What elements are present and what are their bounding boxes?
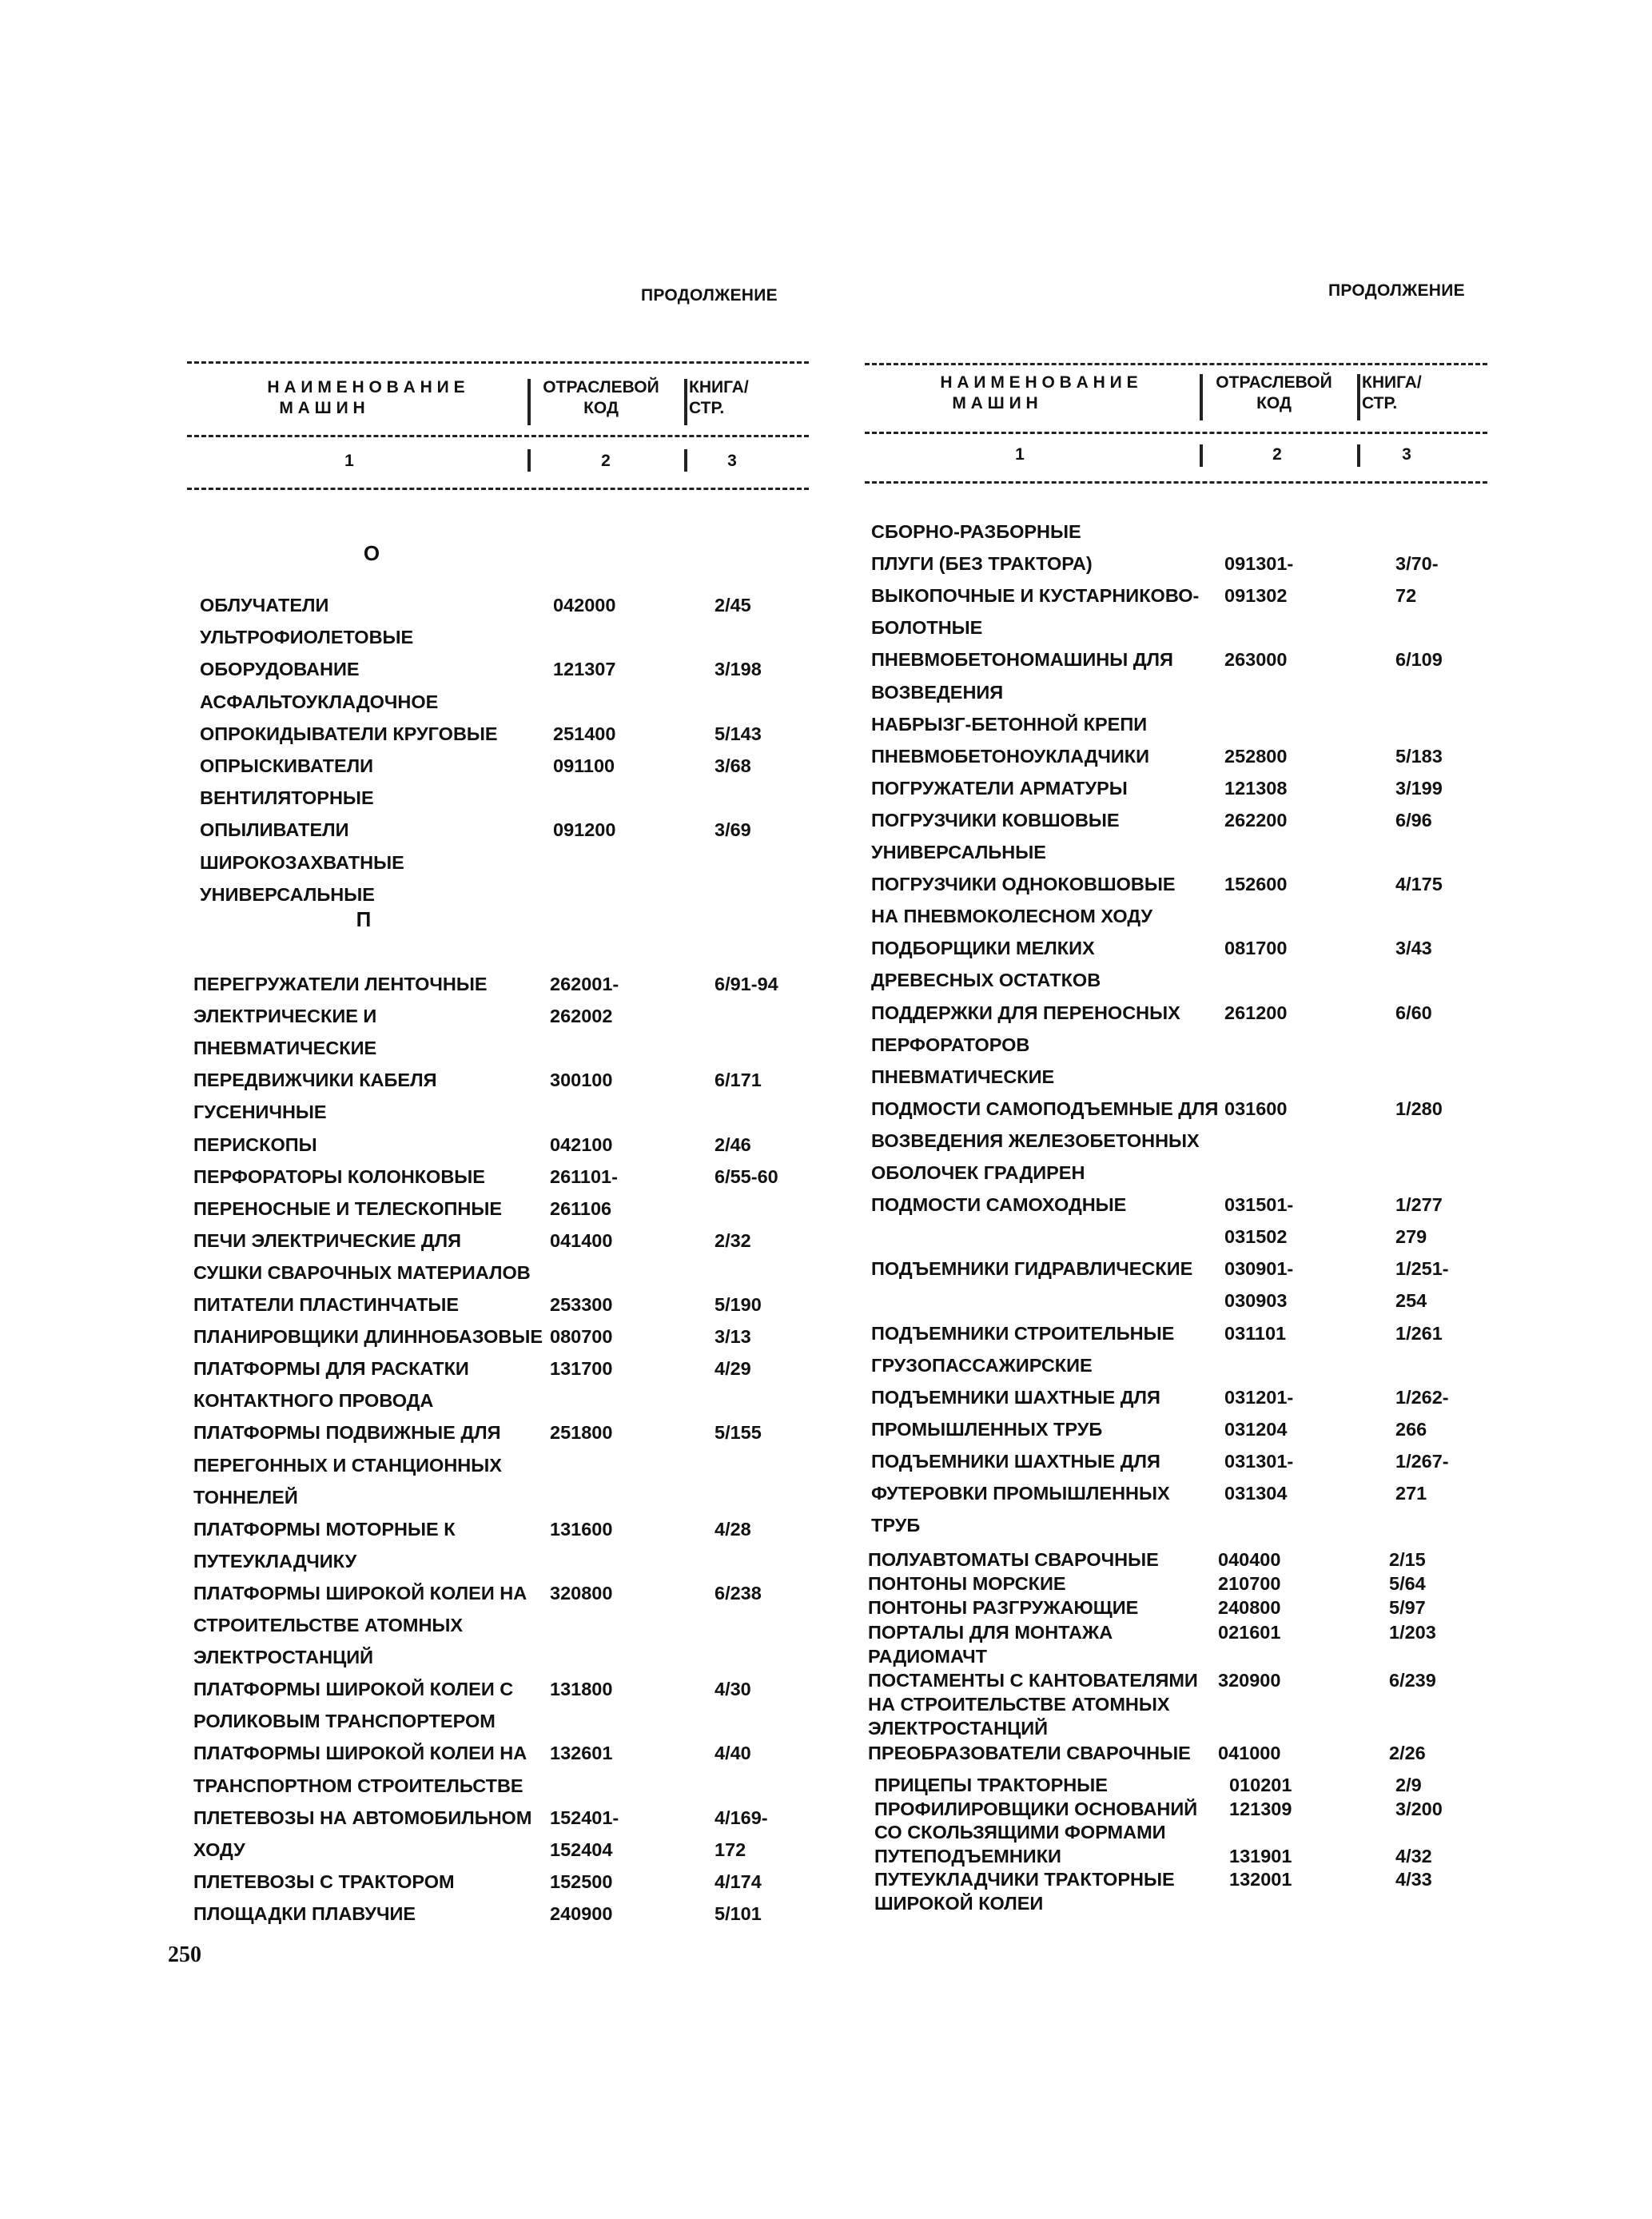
book-page: 5/97: [1389, 1597, 1426, 1619]
book-page: 3/69: [715, 819, 751, 841]
industry-code: 031304: [1224, 1483, 1288, 1504]
book-page: 1/262-: [1395, 1386, 1449, 1408]
machine-name: ОБЛУЧАТЕЛИ: [200, 595, 329, 616]
industry-code: 300100: [550, 1070, 613, 1091]
book-page: 4/32: [1395, 1845, 1432, 1866]
machine-name: ШИРОКОЗАХВАТНЫЕ: [200, 851, 404, 873]
right-header-sep-3: [1200, 444, 1203, 467]
machine-name: ХОДУ: [193, 1839, 245, 1860]
machine-name: ГРУЗОПАССАЖИРСКИЕ: [871, 1354, 1093, 1376]
left-header-code: [534, 377, 668, 418]
machine-name: ПРОФИЛИРОВЩИКИ ОСНОВАНИЙ: [874, 1798, 1198, 1819]
right-header-name: [879, 372, 1199, 413]
book-page: 3/198: [715, 659, 762, 680]
machine-name: ШИРОКОЙ КОЛЕИ: [874, 1893, 1044, 1914]
machine-name: ПЛУГИ (БЕЗ ТРАКТОРА): [871, 553, 1093, 575]
machine-name: ВОЗВЕДЕНИЯ: [871, 681, 1004, 703]
left-header-code-line1: ОТРАСЛЕВОЙ: [543, 378, 659, 396]
industry-code: 320900: [1218, 1670, 1281, 1691]
industry-code: 040400: [1218, 1549, 1281, 1570]
book-page: 3/43: [1395, 938, 1432, 959]
book-page: 4/29: [715, 1358, 751, 1380]
machine-name: ПЕРЕГОННЫХ И СТАНЦИОННЫХ: [193, 1454, 502, 1476]
machine-name: ПЛЕТЕВОЗЫ НА АВТОМОБИЛЬНОМ: [193, 1807, 532, 1828]
machine-name: ПОГРУЗЧИКИ ОДНОКОВШОВЫЕ: [871, 874, 1176, 895]
left-header-code-line2: КОД: [583, 398, 619, 417]
book-page: 2/32: [715, 1229, 751, 1251]
machine-name: ПЛАТФОРМЫ ПОДВИЖНЫЕ ДЛЯ: [193, 1422, 501, 1444]
machine-name: ПУТЕУКЛАДЧИКУ: [193, 1550, 357, 1572]
industry-code: 131800: [550, 1679, 613, 1700]
machine-name: ПЕРЕДВИЖЧИКИ КАБЕЛЯ: [193, 1070, 437, 1091]
industry-code: 081700: [1224, 938, 1288, 959]
book-page: 5/64: [1389, 1573, 1426, 1595]
left-header-sep-3: [527, 449, 531, 472]
left-header-rule-mid: [187, 435, 809, 437]
industry-code: 240800: [1218, 1597, 1281, 1619]
book-page: 172: [715, 1839, 746, 1860]
machine-name: ПЛАТФОРМЫ ДЛЯ РАСКАТКИ: [193, 1358, 469, 1380]
book-page: 2/26: [1389, 1742, 1426, 1763]
industry-code: 041000: [1218, 1742, 1281, 1763]
industry-code: 131700: [550, 1358, 613, 1380]
industry-code: 031201-: [1224, 1386, 1294, 1408]
machine-name: ПУТЕПОДЪЕМНИКИ: [874, 1845, 1061, 1866]
machine-name: ПЛАТФОРМЫ МОТОРНЫЕ К: [193, 1518, 456, 1540]
book-page: 1/251-: [1395, 1258, 1449, 1280]
book-page: 6/238: [715, 1582, 762, 1603]
machine-name: УНИВЕРСАЛЬНЫЕ: [200, 883, 375, 905]
industry-code: 030901-: [1224, 1258, 1294, 1280]
machine-name: ПНЕВМОБЕТОНОУКЛАДЧИКИ: [871, 745, 1150, 767]
machine-name: ПИТАТЕЛИ ПЛАСТИНЧАТЫЕ: [193, 1294, 460, 1315]
industry-code: 030903: [1224, 1290, 1288, 1312]
machine-name: РАДИОМАЧТ: [868, 1645, 987, 1667]
machine-name: ПРЕОБРАЗОВАТЕЛИ СВАРОЧНЫЕ: [868, 1742, 1191, 1763]
book-page: 4/174: [715, 1870, 762, 1892]
machine-name: ПЛАТФОРМЫ ШИРОКОЙ КОЛЕИ НА: [193, 1582, 527, 1603]
machine-name: ПОРТАЛЫ ДЛЯ МОНТАЖА: [868, 1621, 1113, 1643]
industry-code: 091200: [553, 819, 616, 841]
industry-code: 152600: [1224, 874, 1288, 895]
right-header-sep-4: [1357, 444, 1360, 467]
machine-name: ПОДЪЕМНИКИ ШАХТНЫЕ ДЛЯ: [871, 1386, 1160, 1408]
industry-code: 131600: [550, 1518, 613, 1540]
book-page: 6/171: [715, 1070, 762, 1091]
book-page: 1/280: [1395, 1098, 1443, 1119]
industry-code: 251800: [550, 1422, 613, 1444]
machine-name: ПЛАТФОРМЫ ШИРОКОЙ КОЛЕИ НА: [193, 1743, 527, 1764]
book-page: 3/199: [1395, 777, 1443, 799]
industry-code: 031301-: [1224, 1450, 1294, 1472]
book-page: 6/96: [1395, 809, 1432, 831]
left-header-num-1: 1: [344, 452, 354, 470]
machine-name: ПНЕВМАТИЧЕСКИЕ: [193, 1038, 377, 1059]
left-header-name: [206, 377, 526, 418]
left-header-sep-2: [684, 379, 687, 425]
right-continuation-label: ПРОДОЛЖЕНИЕ: [1328, 281, 1465, 300]
right-header-num-3: 3: [1402, 445, 1411, 464]
right-header-name-line2: М А Ш И Н: [952, 393, 1038, 412]
book-page: 4/30: [715, 1679, 751, 1700]
industry-code: 210700: [1218, 1573, 1281, 1595]
machine-name: ПЕРИСКОПЫ: [193, 1133, 317, 1155]
machine-name: ПЛАТФОРМЫ ШИРОКОЙ КОЛЕИ С: [193, 1679, 514, 1700]
industry-code: 252800: [1224, 745, 1288, 767]
machine-name: ПЛАНИРОВЩИКИ ДЛИННОБАЗОВЫЕ: [193, 1326, 543, 1348]
page-number: 250: [168, 1942, 201, 1967]
industry-code: 042100: [550, 1133, 613, 1155]
machine-name: ПОСТАМЕНТЫ С КАНТОВАТЕЛЯМИ: [868, 1670, 1198, 1691]
book-page: 1/267-: [1395, 1450, 1449, 1472]
book-page: 6/91-94: [715, 974, 778, 994]
left-header-rule-bottom: [187, 488, 809, 490]
industry-code: 132601: [550, 1743, 613, 1764]
industry-code: 152401-: [550, 1807, 619, 1828]
book-page: 4/175: [1395, 874, 1443, 895]
machine-name: ПУТЕУКЛАДЧИКИ ТРАКТОРНЫЕ: [874, 1869, 1175, 1890]
machine-name: ПОГРУЗЧИКИ КОВШОВЫЕ: [871, 809, 1120, 831]
machine-name: ОПРОКИДЫВАТЕЛИ КРУГОВЫЕ: [200, 723, 498, 744]
right-header-code-line1: ОТРАСЛЕВОЙ: [1216, 373, 1332, 392]
machine-name: ПОДЪЕМНИКИ СТРОИТЕЛЬНЫЕ: [871, 1322, 1175, 1344]
machine-name: ВОЗВЕДЕНИЯ ЖЕЛЕЗОБЕТОННЫХ: [871, 1129, 1200, 1151]
book-page: 5/190: [715, 1294, 762, 1315]
industry-code: 261101-: [550, 1165, 618, 1187]
book-page: 5/155: [715, 1422, 762, 1444]
left-header-num-3: 3: [727, 452, 737, 470]
book-page: 6/55-60: [715, 1165, 778, 1187]
left-column: [185, 0, 802, 2219]
book-page: 6/109: [1395, 649, 1443, 671]
industry-code: 031204: [1224, 1418, 1288, 1440]
machine-name: ПЕРЕНОСНЫЕ И ТЕЛЕСКОПНЫЕ: [193, 1197, 503, 1219]
machine-name: ПРИЦЕПЫ ТРАКТОРНЫЕ: [874, 1775, 1108, 1795]
book-page: 2/15: [1389, 1549, 1426, 1570]
industry-code: 010201: [1229, 1775, 1292, 1795]
right-header-sep-1: [1200, 374, 1203, 420]
book-page: 4/33: [1395, 1869, 1432, 1890]
right-header-rule-mid: [865, 432, 1487, 434]
book-page: 3/200: [1395, 1798, 1443, 1819]
book-page: 5/101: [715, 1902, 762, 1924]
book-page: 5/143: [715, 723, 762, 744]
machine-name: НАБРЫЗГ-БЕТОННОЙ КРЕПИ: [871, 713, 1148, 735]
right-column: [846, 0, 1473, 2219]
industry-code: 121309: [1229, 1798, 1292, 1819]
industry-code: 042000: [553, 595, 616, 616]
right-header-name-line1: Н А И М Е Н О В А Н И Е: [940, 373, 1138, 392]
machine-name: ПОДМОСТИ САМОХОДНЫЕ: [871, 1194, 1127, 1216]
left-header-book-line2: СТР.: [689, 398, 725, 417]
machine-name: ЭЛЕКТРОСТАНЦИЙ: [868, 1718, 1049, 1739]
machine-name: ФУТЕРОВКИ ПРОМЫШЛЕННЫХ: [871, 1483, 1170, 1504]
machine-name: ПЕРФОРАТОРОВ: [871, 1034, 1030, 1055]
machine-name: ПЕРФОРАТОРЫ КОЛОНКОВЫЕ: [193, 1165, 485, 1187]
right-header-num-2: 2: [1272, 445, 1282, 464]
machine-name: ТРАНСПОРТНОМ СТРОИТЕЛЬСТВЕ: [193, 1775, 523, 1796]
book-page: 4/169-: [715, 1807, 768, 1828]
industry-code: 240900: [550, 1902, 613, 1924]
book-page: 6/60: [1395, 1002, 1432, 1023]
book-page: 4/40: [715, 1743, 751, 1764]
machine-name: НА ПНЕВМОКОЛЕСНОМ ХОДУ: [871, 906, 1153, 927]
industry-code: 091100: [553, 755, 615, 776]
machine-name: ПРОМЫШЛЕННЫХ ТРУБ: [871, 1418, 1103, 1440]
machine-name: ПЛЕТЕВОЗЫ С ТРАКТОРОМ: [193, 1870, 455, 1892]
machine-name: ВЕНТИЛЯТОРНЫЕ: [200, 787, 374, 809]
left-section-letter-p: П: [356, 907, 372, 931]
machine-name: ДРЕВЕСНЫХ ОСТАТКОВ: [871, 970, 1101, 991]
machine-name: НА СТРОИТЕЛЬСТВЕ АТОМНЫХ: [868, 1694, 1170, 1715]
left-header-name-line1: Н А И М Е Н О В А Н И Е: [267, 378, 465, 396]
industry-code: 262001-: [550, 974, 619, 994]
left-header-name-line2: М А Ш И Н: [279, 398, 365, 417]
book-page: 1/203: [1389, 1621, 1436, 1643]
book-page: 2/9: [1395, 1775, 1422, 1795]
book-page: 266: [1395, 1418, 1427, 1440]
right-header-code-line2: КОД: [1256, 393, 1292, 412]
right-header-book: [1362, 372, 1448, 413]
machine-name: КОНТАКТНОГО ПРОВОДА: [193, 1390, 434, 1412]
industry-code: 262002: [550, 1006, 613, 1027]
machine-name: ГУСЕНИЧНЫЕ: [193, 1102, 327, 1123]
machine-name: ПНЕВМОБЕТОНОМАШИНЫ ДЛЯ: [871, 649, 1173, 671]
industry-code: 031501-: [1224, 1194, 1294, 1216]
industry-code: 121308: [1224, 777, 1288, 799]
left-section-letter-o: О: [363, 541, 380, 565]
machine-name: ВЫКОПОЧНЫЕ И КУСТАРНИКОВО-: [871, 585, 1200, 607]
industry-code: 261106: [550, 1197, 612, 1219]
machine-name: ПОДМОСТИ САМОПОДЪЕМНЫЕ ДЛЯ: [871, 1098, 1219, 1119]
industry-code: 253300: [550, 1294, 613, 1315]
industry-code: 091301-: [1224, 553, 1294, 575]
industry-code: 132001: [1229, 1869, 1292, 1890]
machine-name: ПНЕВМАТИЧЕСКИЕ: [871, 1066, 1055, 1087]
machine-name: ЭЛЕКТРИЧЕСКИЕ И: [193, 1006, 377, 1027]
left-header-sep-4: [684, 449, 687, 472]
machine-name: ОБОЛОЧЕК ГРАДИРЕН: [871, 1162, 1085, 1183]
industry-code: 263000: [1224, 649, 1288, 671]
machine-name: ОПЫЛИВАТЕЛИ: [200, 819, 349, 841]
book-page: 72: [1395, 585, 1417, 607]
left-header-rule-top: [187, 361, 809, 364]
industry-code: 021601: [1218, 1621, 1281, 1643]
left-continuation-label: ПРОДОЛЖЕНИЕ: [641, 286, 778, 305]
machine-name: РОЛИКОВЫМ ТРАНСПОРТЕРОМ: [193, 1711, 496, 1732]
book-page: 1/277: [1395, 1194, 1443, 1216]
machine-name: АСФАЛЬТОУКЛАДОЧНОЕ: [200, 691, 439, 712]
left-header-sep-1: [527, 379, 531, 425]
right-header-code: [1207, 372, 1341, 413]
machine-name: СБОРНО-РАЗБОРНЫЕ: [871, 521, 1081, 542]
machine-name: БОЛОТНЫЕ: [871, 617, 983, 639]
industry-code: 031600: [1224, 1098, 1288, 1119]
book-page: 6/239: [1389, 1670, 1436, 1691]
industry-code: 031502: [1224, 1226, 1288, 1248]
book-page: 271: [1395, 1483, 1427, 1504]
book-page: 3/68: [715, 755, 751, 776]
industry-code: 080700: [550, 1326, 613, 1348]
machine-name: ТОННЕЛЕЙ: [193, 1486, 298, 1508]
left-header-book-line1: КНИГА/: [689, 378, 749, 396]
machine-name: ПОДЪЕМНИКИ ГИДРАВЛИЧЕСКИЕ: [871, 1258, 1193, 1280]
machine-name: УНИВЕРСАЛЬНЫЕ: [871, 842, 1046, 863]
right-header-num-1: 1: [1015, 445, 1025, 464]
industry-code: 251400: [553, 723, 616, 744]
industry-code: 262200: [1224, 809, 1288, 831]
industry-code: 152500: [550, 1870, 613, 1892]
book-page: 279: [1395, 1226, 1427, 1248]
book-page: 2/45: [715, 595, 751, 616]
industry-code: 320800: [550, 1582, 613, 1603]
book-page: 254: [1395, 1290, 1427, 1312]
book-page: 4/28: [715, 1518, 751, 1540]
machine-name: ОПРЫСКИВАТЕЛИ: [200, 755, 374, 776]
machine-name: СТРОИТЕЛЬСТВЕ АТОМНЫХ: [193, 1615, 464, 1635]
machine-name: ПОНТОНЫ РАЗГРУЖАЮЩИЕ: [868, 1597, 1139, 1619]
machine-name: ПОДДЕРЖКИ ДЛЯ ПЕРЕНОСНЫХ: [871, 1002, 1180, 1023]
right-header-sep-2: [1357, 374, 1360, 420]
industry-code: 131901: [1229, 1845, 1292, 1866]
right-header-rule-top: [865, 363, 1487, 365]
machine-name: ПОГРУЖАТЕЛИ АРМАТУРЫ: [871, 777, 1128, 799]
industry-code: 261200: [1224, 1002, 1288, 1023]
machine-name: ПЕЧИ ЭЛЕКТРИЧЕСКИЕ ДЛЯ: [193, 1229, 462, 1251]
machine-name: ПОЛУАВТОМАТЫ СВАРОЧНЫЕ: [868, 1549, 1159, 1570]
machine-name: ПОДБОРЩИКИ МЕЛКИХ: [871, 938, 1095, 959]
right-header-rule-bottom: [865, 481, 1487, 484]
machine-name: ЭЛЕКТРОСТАНЦИЙ: [193, 1647, 374, 1668]
left-header-book: [689, 377, 775, 418]
right-header-book-line2: СТР.: [1362, 393, 1398, 412]
industry-code: 041400: [550, 1229, 613, 1251]
machine-name: СУШКИ СВАРОЧНЫХ МАТЕРИАЛОВ: [193, 1261, 531, 1283]
book-page: 1/261: [1395, 1322, 1443, 1344]
right-header-book-line1: КНИГА/: [1362, 373, 1422, 392]
machine-name: СО СКОЛЬЗЯЩИМИ ФОРМАМИ: [874, 1822, 1166, 1843]
book-page: 2/46: [715, 1133, 751, 1155]
industry-code: 091302: [1224, 585, 1288, 607]
machine-name: ТРУБ: [871, 1515, 921, 1536]
book-page: 3/13: [715, 1326, 751, 1348]
machine-name: ОБОРУДОВАНИЕ: [200, 659, 360, 680]
book-page: 5/183: [1395, 745, 1443, 767]
book-page: 3/70-: [1395, 553, 1439, 575]
machine-name: УЛЬТРОФИОЛЕТОВЫЕ: [200, 627, 414, 648]
machine-name: ПОНТОНЫ МОРСКИЕ: [868, 1573, 1066, 1595]
machine-name: ПЛОЩАДКИ ПЛАВУЧИЕ: [193, 1902, 416, 1924]
industry-code: 031101: [1224, 1322, 1287, 1344]
industry-code: 121307: [553, 659, 616, 680]
machine-name: ПОДЪЕМНИКИ ШАХТНЫЕ ДЛЯ: [871, 1450, 1160, 1472]
machine-name: ПЕРЕГРУЖАТЕЛИ ЛЕНТОЧНЫЕ: [193, 974, 488, 994]
left-header-num-2: 2: [601, 452, 611, 470]
industry-code: 152404: [550, 1839, 613, 1860]
